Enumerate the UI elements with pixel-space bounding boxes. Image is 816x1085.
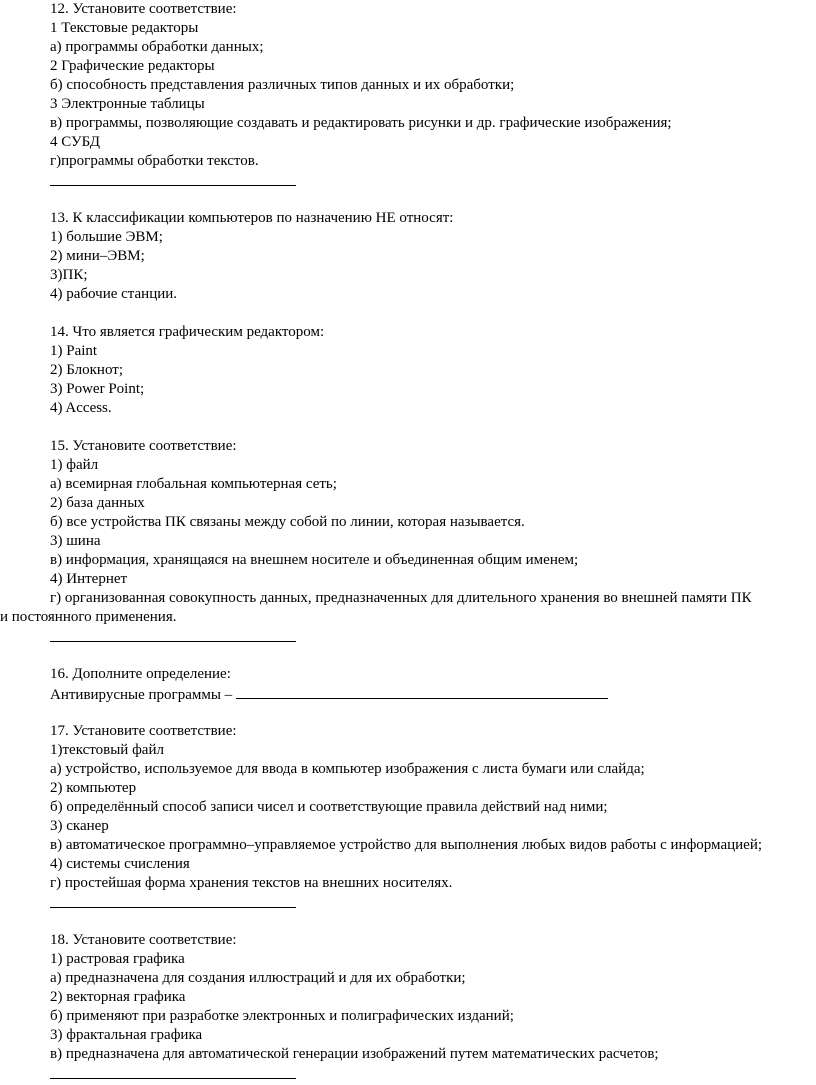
question-line: б) все устройства ПК связаны между собой по линии, которая называется. [50, 514, 525, 530]
question-title: 13. К классификации компьютеров по назначению НЕ относят: [50, 210, 454, 226]
question-line: 1 Текстовые редакторы [50, 20, 199, 36]
question-line: 4) системы счисления [50, 856, 190, 872]
question-line: 1) большие ЭВМ; [50, 229, 163, 245]
definition-prompt: Антивирусные программы – [50, 687, 233, 703]
question-title: 14. Что является графическим редактором: [50, 324, 325, 340]
question-line: 3) фрактальная графика [50, 1027, 203, 1043]
question-12 [0, 0, 816, 190]
question-line: 3) сканер [50, 818, 109, 834]
question-line: в) предназначена для автоматической генерации изображений путем математических расчетов; [50, 1046, 659, 1062]
question-line: 2) векторная графика [50, 989, 186, 1005]
question-line: 4 СУБД [50, 134, 100, 150]
question-line: 2 Графические редакторы [50, 58, 215, 74]
question-line: г) организованная совокупность данных, предназначенных для длительного хранения во внешней памяти ПК [50, 590, 752, 606]
question-title: 17. Установите соответствие: [50, 723, 237, 739]
question-line: 1) файл [50, 457, 99, 473]
question-line: г) простейшая форма хранения текстов на внешних носителях. [50, 875, 453, 891]
question-title: 15. Установите соответствие: [50, 438, 237, 454]
question-line: 4) Интернет [50, 571, 128, 587]
question-line: в) программы, позволяющие создавать и редактировать рисунки и др. графические изображения; [50, 115, 672, 131]
question-line: 4) рабочие станции. [50, 286, 178, 302]
question-line: 2) Блокнот; [50, 362, 123, 378]
question-15 [0, 437, 816, 646]
question-13 [0, 209, 816, 304]
definition-blank [236, 684, 608, 699]
question-line: б) способность представления различных типов данных и их обработки; [50, 77, 515, 93]
question-line: г)программы обработки текстов. [50, 153, 259, 169]
question-line: в) автоматическое программно–управляемое устройство для выполнения любых видов работы с информацией; [50, 837, 763, 853]
question-line: 1) растровая графика [50, 951, 185, 967]
question-18 [0, 931, 816, 1083]
answer-line [0, 171, 816, 190]
answer-line [0, 1064, 816, 1083]
question-line: 3) шина [50, 533, 101, 549]
question-16 [0, 665, 816, 703]
question-line: 2) компьютер [50, 780, 137, 796]
question-title: 12. Установите соответствие: [50, 1, 237, 17]
question-line: 4) Access. [50, 400, 112, 416]
question-line: 1)текстовый файл [50, 742, 164, 758]
question-line: 2) мини–ЭВМ; [50, 248, 145, 264]
question-line: а) всемирная глобальная компьютерная сеть; [50, 476, 337, 492]
question-line: 2) база данных [50, 495, 145, 511]
question-line: 3 Электронные таблицы [50, 96, 205, 112]
question-title: 16. Дополните определение: [50, 666, 231, 682]
question-line: а) программы обработки данных; [50, 39, 264, 55]
definition-line [0, 684, 816, 703]
question-title: 18. Установите соответствие: [50, 932, 237, 948]
question-line: б) определённый способ записи чисел и соответствующие правила действий над ними; [50, 799, 608, 815]
answer-line [0, 627, 816, 646]
question-line: б) применяют при разработке электронных и полиграфических изданий; [50, 1008, 514, 1024]
question-14 [0, 323, 816, 418]
question-line-continued: и постоянного применения. [0, 609, 177, 625]
question-line: а) устройство, используемое для ввода в компьютер изображения с листа бумаги или слайда; [50, 761, 645, 777]
question-line: 3)ПК; [50, 267, 88, 283]
question-17 [0, 722, 816, 912]
question-line: 3) Power Point; [50, 381, 145, 397]
question-line: в) информация, хранящаяся на внешнем носителе и объединенная общим именем; [50, 552, 579, 568]
question-line: а) предназначена для создания иллюстраций и для их обработки; [50, 970, 466, 986]
question-line: 1) Paint [50, 343, 98, 359]
answer-line [0, 893, 816, 912]
